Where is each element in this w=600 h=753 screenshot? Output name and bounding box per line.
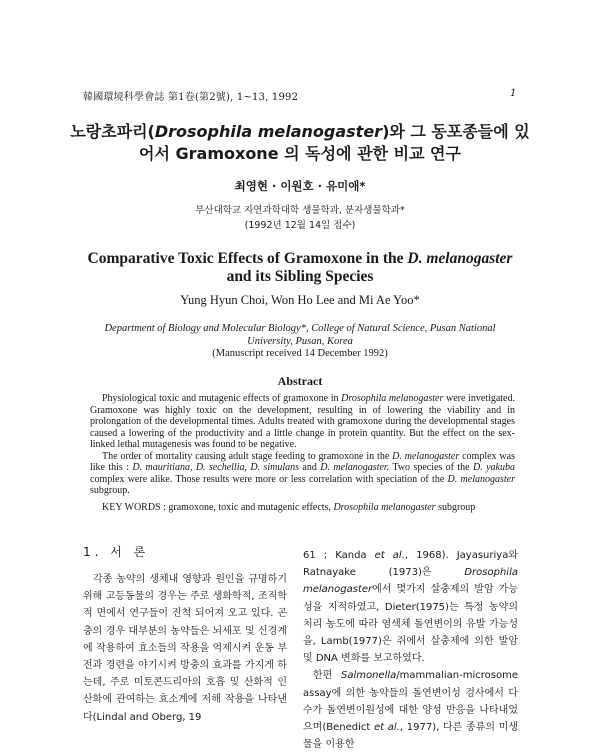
english-title-line1: Comparative Toxic Effects of Gramoxone in the D. melanogaster [87, 250, 513, 267]
english-affiliation [80, 322, 520, 348]
right-column-paragraph-1: 61 ; Kanda et al., 1968). Jayasuriya와 Ratnayake (1973)은 Drosophila melanogaster에서 몇가지 살충제의 발암 가능성을 지적하였고, Dieter(1975)는 특정 농약의 처리 농도에 따라 염색체 돌연변이의 유발 가능성을, Lamb(1977)은 쥐에서 살충제에 의한 발암 및 DNA 변화를 보고하였다. [303, 550, 518, 665]
english-title-line2: and its Sibling Species [226, 268, 374, 285]
body-right-column [303, 547, 518, 753]
korean-title-line1: 노랑초파리(Drosophila melanogaster)와 그 동포종들에 있 [70, 122, 530, 141]
abstract-paragraph-2: The order of mortality causing adult stage feeding to gramoxone in the D. melanogaster complex was like this : D. mauritiana, D. sechellia, D. simulans and D. melanogaster. Two species of the D. yakuba complex were alike. Those results were more or less correlation with speciation of the D. melanogaster subgroup. [90, 450, 515, 496]
affiliation-line2: University, Pusan, Korea [247, 336, 353, 347]
english-authors: Yung Hyun Choi, Won Ho Lee and Mi Ae Yoo* [180, 293, 420, 307]
left-column-paragraph: 각종 농약의 생체내 영향과 원인을 규명하기 위해 고등동물의 경우는 주로 생화학적, 조직학적 면에서 연구들이 진척 되어져 오고 있다. 곤충의 경우 대부분의 농약들은 뇌세포 및 신경계에 작용하여 효소들의 작용을 억제시켜 운동 부전과 경련을 야기시켜 방충의 효과를 가지게 하는데, 주로 미토콘드리아의 호흡 및 산화적 인산화에 관여하는 효소계에 저해 작용을 나타낸다(Lindal and Oberg, 19 [83, 574, 287, 723]
body-left-column [83, 571, 287, 726]
abstract-heading: Abstract [277, 374, 323, 388]
keywords: KEY WORDS : gramoxone, toxic and mutagenic effects, Drosophila melanogaster subgroup [102, 502, 476, 513]
section-heading-introduction: 1. 서 론 [83, 545, 150, 559]
affiliation-line1: Department of Biology and Molecular Biology*, College of Natural Science, Pusan National [104, 323, 496, 334]
korean-received-date: (1992년 12월 14일 접수) [244, 220, 356, 231]
abstract-body [90, 393, 515, 497]
abstract-paragraph-1: Physiological toxic and mutagenic effects of gramoxone in Drosophila melanogaster were invetigated. Gramoxone was highly toxic on the development, resulting in of lowering the viability and in prolongation of the developmental times. Adults treated with gramoxone during the developmental stages caused a lowering of the productivity and a little change in protein quantity. But the effect on the sex-linked lethal mutagenesis was found to be negative. [90, 393, 515, 450]
english-received-date: (Manuscript received 14 December 1992) [212, 348, 388, 359]
korean-authors: 최영현 · 이원호 · 유미애* [234, 179, 366, 193]
korean-title-line2: 어서 Gramoxone 의 독성에 관한 비교 연구 [139, 144, 461, 163]
page-number: 1 [510, 88, 517, 99]
journal-header: 韓國環境科學會誌 第1卷(第2號), 1~13, 1992 [83, 92, 299, 103]
right-column-paragraph-2: 한편 Salmonella/mammalian-microsome assay에 의한 농약들의 돌연변이성 검사에서 다수가 돌연변이원성에 대한 양성 반응을 나타내었으며(Benedict et al., 1977), 다른 종류의 미생물을 이용한 [303, 670, 519, 751]
korean-affiliation: 부산대학교 자연과학대학 생물학과, 분자생물학과* [195, 205, 405, 216]
